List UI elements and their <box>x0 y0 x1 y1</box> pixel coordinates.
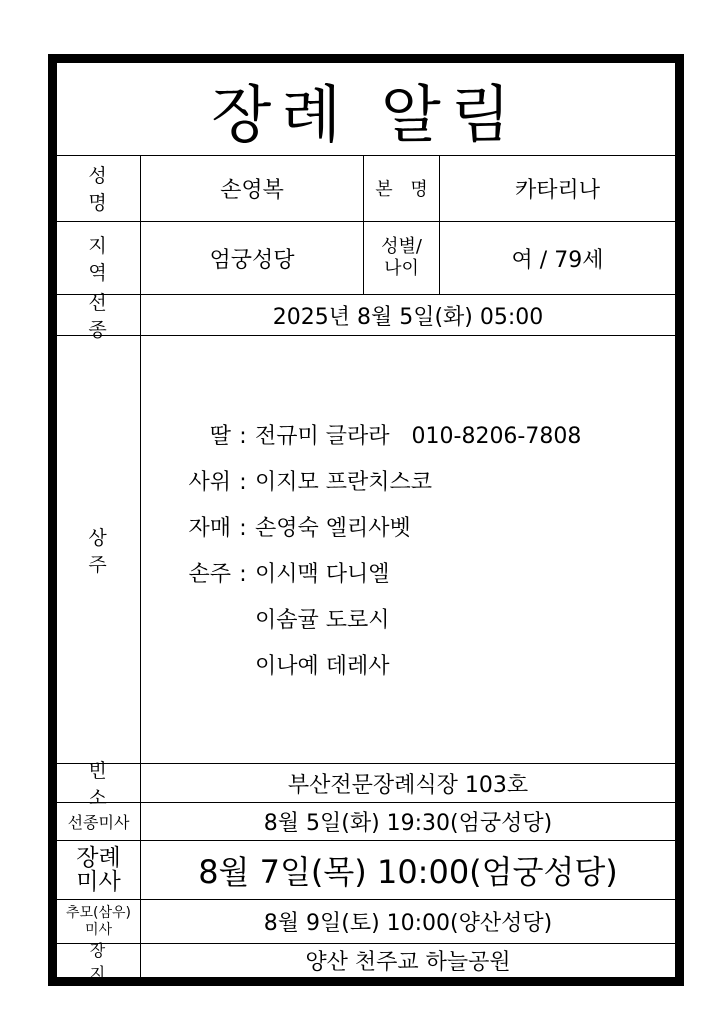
colon: : <box>239 470 247 495</box>
gender-age-label-line1: 성별/ <box>381 235 422 257</box>
mourner-line <box>171 506 581 552</box>
region-value: 엄궁성당 <box>141 222 364 294</box>
funeral-mass-label <box>57 841 141 899</box>
memorial-mass-value: 8월 9일(토) 10:00(양산성당) <box>263 911 553 936</box>
mourner-names: 이솜귤 도로시 <box>255 608 390 633</box>
name-label: 성 명 <box>57 155 141 221</box>
vigil-mass-value: 8월 5일(화) 19:30(엄궁성당) <box>263 811 553 836</box>
mourner-names: 손영숙 엘리사벳 <box>255 516 411 541</box>
hall-row <box>57 760 675 809</box>
mourner-line <box>171 460 581 506</box>
mourner-line <box>171 598 581 644</box>
funeral-notice <box>48 54 684 986</box>
mourner-line <box>171 552 581 598</box>
hall-label: 빈 소 <box>57 764 141 802</box>
hall-value: 부산전문장례식장 103호 <box>287 772 529 798</box>
mourner-line <box>171 644 581 690</box>
mourner-line <box>171 414 581 460</box>
memorial-mass-label-line1: 추모(삼우) <box>65 905 132 922</box>
baptism-label: 본 명 <box>364 155 440 221</box>
region-row <box>57 222 675 295</box>
mourner-role: 자매 <box>188 516 231 541</box>
mourner-role: 사위 <box>188 470 231 495</box>
region-label: 지 역 <box>57 222 141 294</box>
death-row <box>57 292 675 341</box>
death-datetime: 2025년 8월 5일(화) 05:00 <box>272 304 544 330</box>
funeral-mass-row <box>57 841 675 900</box>
mourner-phone: 010-8206-7808 <box>411 424 582 449</box>
mourner-role: 손주 <box>188 562 231 587</box>
page-title: 장례 알림 <box>211 77 521 151</box>
gender-age-value: 여 / 79세 <box>511 247 604 273</box>
mourner-names: 전규미 글라라 <box>255 424 390 449</box>
burial-value: 양산 천주교 하늘공원 <box>305 950 511 975</box>
memorial-mass-row <box>57 900 675 944</box>
mourners-row <box>57 336 675 764</box>
colon: : <box>239 562 247 587</box>
gender-age-label <box>364 222 440 294</box>
baptism-name: 카타리나 <box>514 177 600 203</box>
notice-title-row <box>57 63 675 156</box>
vigil-mass-label: 선종미사 <box>57 803 141 840</box>
mourner-names: 이나예 데레사 <box>255 654 390 679</box>
mourner-role: 딸 <box>209 424 231 449</box>
mourners-list <box>141 336 675 763</box>
funeral-mass-value: 8월 7일(목) 10:00(엄궁성당) <box>198 853 618 891</box>
gender-age-label-line2: 나이 <box>384 258 419 279</box>
colon: : <box>239 424 247 449</box>
vigil-mass-row <box>57 803 675 841</box>
memorial-mass-label-line2: 미사 <box>84 921 113 938</box>
deceased-name: 손영복 <box>141 155 364 221</box>
funeral-mass-label-line1: 장례 <box>76 844 121 871</box>
mourner-names: 이지모 프란치스코 <box>255 470 433 495</box>
name-row <box>57 155 675 222</box>
colon: : <box>239 516 247 541</box>
mourners-label: 상 주 <box>57 336 141 763</box>
mourner-names: 이시맥 다니엘 <box>255 562 390 587</box>
death-label: 선 종 <box>57 295 141 335</box>
burial-label: 장 지 <box>57 944 141 977</box>
burial-row <box>57 940 675 983</box>
funeral-mass-label-line2: 미사 <box>76 869 121 895</box>
